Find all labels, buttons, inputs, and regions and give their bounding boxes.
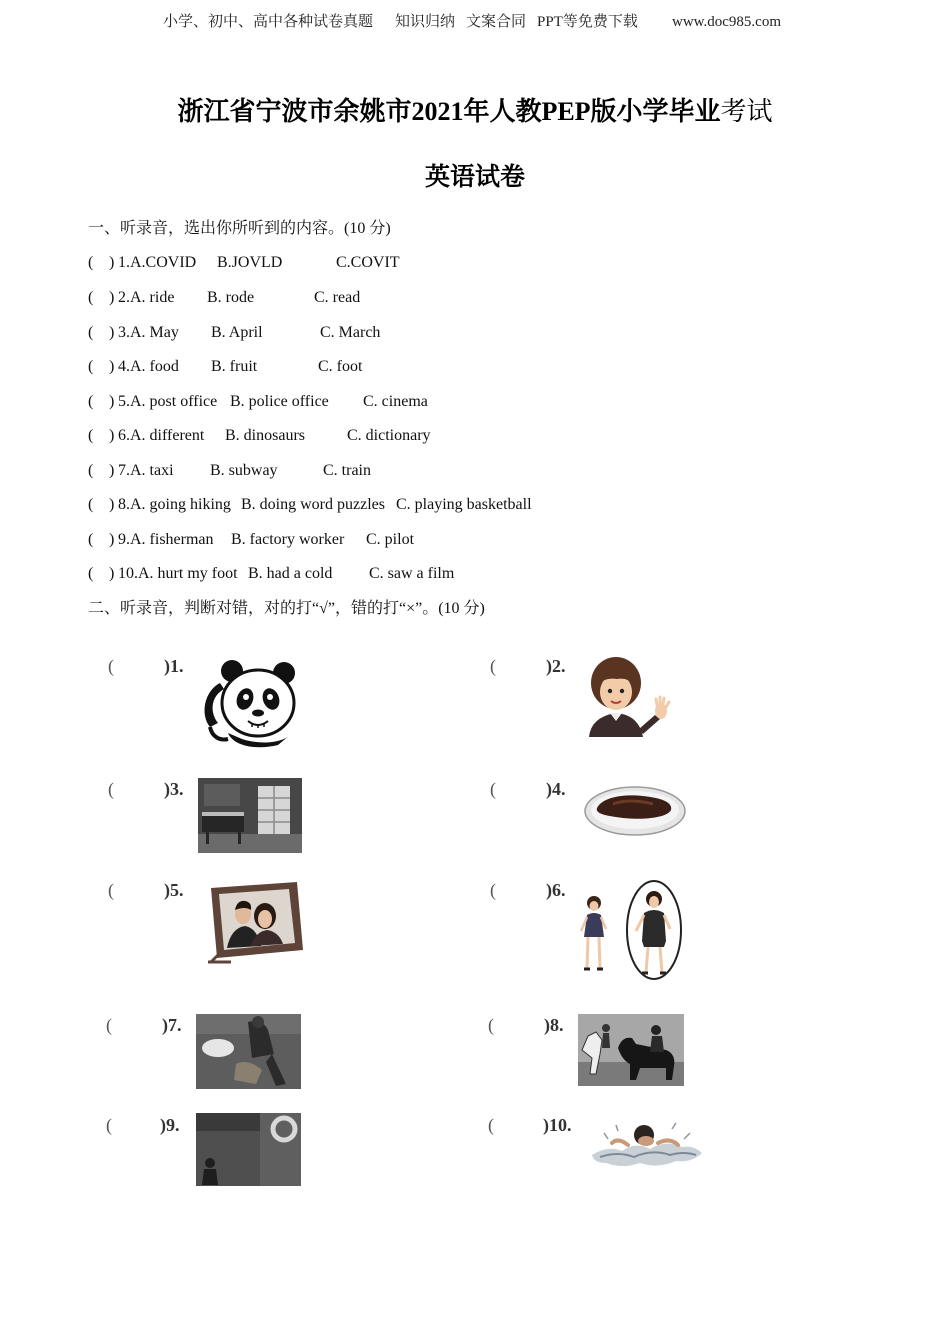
question-number: 7. (118, 462, 130, 479)
question-number: 8. (118, 496, 130, 513)
picture-label (546, 880, 566, 900)
picture-person-photo (196, 1113, 301, 1186)
answer-paren-open: ( (88, 531, 94, 548)
picture-girl-and-woman (578, 879, 684, 982)
option-b: B. dinosaurs (225, 427, 305, 444)
question-row (0, 357, 950, 377)
picture-girl-waving (583, 655, 675, 737)
picture-label (164, 880, 184, 900)
picture-label (546, 656, 566, 676)
exam-title-tail: 考试 (720, 97, 773, 126)
girl-body (589, 713, 660, 737)
question-number: 6. (118, 427, 130, 444)
option-b: B. April (211, 324, 263, 341)
option-a (118, 461, 174, 481)
answer-paren-open: ( (88, 565, 94, 582)
option-a (118, 357, 179, 377)
header-segment: 小学、初中、高中各种试卷真题 (163, 14, 374, 30)
option-a (118, 495, 231, 515)
answer-paren-close: ) (546, 779, 552, 799)
option-a (118, 530, 214, 550)
option-a-text: A. post office (130, 393, 218, 410)
question-row (0, 461, 950, 481)
picture-plate-of-food (583, 782, 687, 837)
answer-paren-close: ) (109, 531, 115, 548)
picture-number: 5. (170, 880, 184, 900)
option-b: B. subway (210, 462, 278, 479)
panda-head (221, 660, 295, 736)
option-b: B. factory worker (231, 531, 345, 548)
option-c: C. playing basketball (396, 496, 532, 513)
answer-paren-open: ( (88, 393, 94, 410)
option-b: B. doing word puzzles (241, 496, 385, 513)
picture-number: 9. (166, 1115, 180, 1135)
option-a-text: A. ride (130, 289, 175, 306)
question-row (0, 495, 950, 515)
option-a-text: A. going hiking (130, 496, 231, 513)
option-a-text: A. fisherman (130, 531, 214, 548)
option-a-text: A. May (130, 324, 179, 341)
answer-paren-open: ( (490, 880, 496, 900)
question-row (0, 253, 950, 273)
header-segment: 文案合同 (466, 14, 527, 30)
picture-number: 4. (552, 779, 566, 799)
answer-paren-open: ( (88, 358, 94, 375)
answer-paren-close: ) (109, 496, 115, 513)
answer-paren-open: ( (108, 779, 114, 799)
picture-label (162, 1015, 182, 1035)
answer-paren-open: ( (88, 254, 94, 271)
picture-number: 6. (552, 880, 566, 900)
answer-paren-open: ( (108, 880, 114, 900)
answer-paren-open: ( (88, 496, 94, 513)
option-a-text: A. hurt my foot (138, 565, 238, 582)
option-a (118, 426, 204, 446)
answer-paren-close: ) (109, 254, 115, 271)
question-number: 5. (118, 393, 130, 410)
answer-paren-open: ( (488, 1015, 494, 1035)
answer-paren-close: ) (546, 880, 552, 900)
picture-label (164, 779, 184, 799)
picture-number: 3. (170, 779, 184, 799)
answer-paren-close: ) (164, 880, 170, 900)
question-row (0, 323, 950, 343)
picture-man-photo (196, 1014, 301, 1089)
answer-paren-close: ) (543, 1115, 549, 1135)
question-number: 2. (118, 289, 130, 306)
answer-paren-close: ) (160, 1115, 166, 1135)
option-a (118, 288, 174, 308)
option-a-text: A. taxi (130, 462, 174, 479)
answer-paren-close: ) (109, 565, 115, 582)
picture-number: 8. (550, 1015, 564, 1035)
header-segment: PPT等免费下载 (537, 14, 638, 30)
option-b: B.JOVLD (217, 254, 283, 271)
exam-title-main: 浙江省宁波市余姚市2021年人教PEP版小学毕业 (177, 97, 721, 126)
question-number: 9. (118, 531, 130, 548)
answer-paren-close: ) (544, 1015, 550, 1035)
option-c: C. cinema (363, 393, 428, 410)
header-url: www.doc985.com (672, 14, 782, 30)
answer-paren-close: ) (164, 779, 170, 799)
section1-heading: 一、听录音，选出你所听到的内容。(10 分) (88, 220, 391, 237)
answer-paren-close: ) (164, 656, 170, 676)
option-c: C. read (314, 289, 361, 306)
question-row (0, 564, 950, 584)
answer-paren-close: ) (109, 462, 115, 479)
option-c: C.COVIT (336, 254, 400, 271)
girl-hand (655, 697, 669, 719)
answer-paren-close: ) (109, 358, 115, 375)
picture-number: 1. (170, 656, 184, 676)
option-b: B. fruit (211, 358, 258, 375)
question-number: 4. (118, 358, 130, 375)
picture-room-photo (198, 778, 302, 853)
question-number: 3. (118, 324, 130, 341)
picture-label (544, 1015, 564, 1035)
answer-paren-open: ( (490, 779, 496, 799)
answer-paren-open: ( (106, 1015, 112, 1035)
picture-label (543, 1115, 572, 1135)
question-row (0, 530, 950, 550)
picture-label (164, 656, 184, 676)
option-c: C. March (320, 324, 381, 341)
section2-heading: 二、听录音，判断对错，对的打“√”，错的打“×”。(10 分) (88, 600, 485, 617)
option-c: C. train (323, 462, 371, 479)
answer-paren-open: ( (88, 324, 94, 341)
answer-paren-close: ) (109, 393, 115, 410)
answer-paren-close: ) (162, 1015, 168, 1035)
answer-paren-open: ( (490, 656, 496, 676)
option-a (118, 253, 196, 273)
answer-paren-open: ( (88, 289, 94, 306)
option-b: B. rode (207, 289, 255, 306)
question-row (0, 426, 950, 446)
picture-number: 2. (552, 656, 566, 676)
option-a (118, 323, 179, 343)
answer-paren-open: ( (106, 1115, 112, 1135)
picture-panda (198, 655, 302, 750)
option-c: C. dictionary (347, 427, 431, 444)
answer-paren-close: ) (109, 427, 115, 444)
exam-subtitle: 英语试卷 (424, 164, 525, 191)
header-segment: 知识归纳 (395, 14, 456, 30)
option-b: B. had a cold (248, 565, 333, 582)
picture-horses (578, 1014, 684, 1086)
option-a-text: A.COVID (130, 254, 197, 271)
option-a-text: A. different (130, 427, 205, 444)
option-a-text: A. food (130, 358, 179, 375)
answer-paren-close: ) (109, 324, 115, 341)
answer-paren-open: ( (488, 1115, 494, 1135)
room-bookshelf (258, 786, 290, 834)
picture-label (160, 1115, 180, 1135)
answer-paren-open: ( (108, 656, 114, 676)
answer-paren-close: ) (546, 656, 552, 676)
question-row (0, 288, 950, 308)
picture-label (546, 779, 566, 799)
exam-title (0, 96, 950, 128)
option-c: C. foot (318, 358, 363, 375)
option-b: B. police office (230, 393, 329, 410)
question-number: 10. (118, 565, 138, 582)
question-number: 1. (118, 254, 130, 271)
option-a (118, 564, 238, 584)
option-c: C. pilot (366, 531, 415, 548)
picture-number: 10. (549, 1115, 572, 1135)
answer-paren-close: ) (109, 289, 115, 306)
answer-paren-open: ( (88, 462, 94, 479)
option-c: C. saw a film (369, 565, 455, 582)
picture-number: 7. (168, 1015, 182, 1035)
answer-paren-open: ( (88, 427, 94, 444)
picture-swimmer (588, 1115, 706, 1171)
picture-photo-frame (205, 880, 305, 964)
question-row (0, 392, 950, 412)
swimmer-figure (612, 1125, 678, 1146)
girl-head (591, 657, 641, 710)
girl-figure (581, 896, 606, 969)
option-a (118, 392, 217, 412)
